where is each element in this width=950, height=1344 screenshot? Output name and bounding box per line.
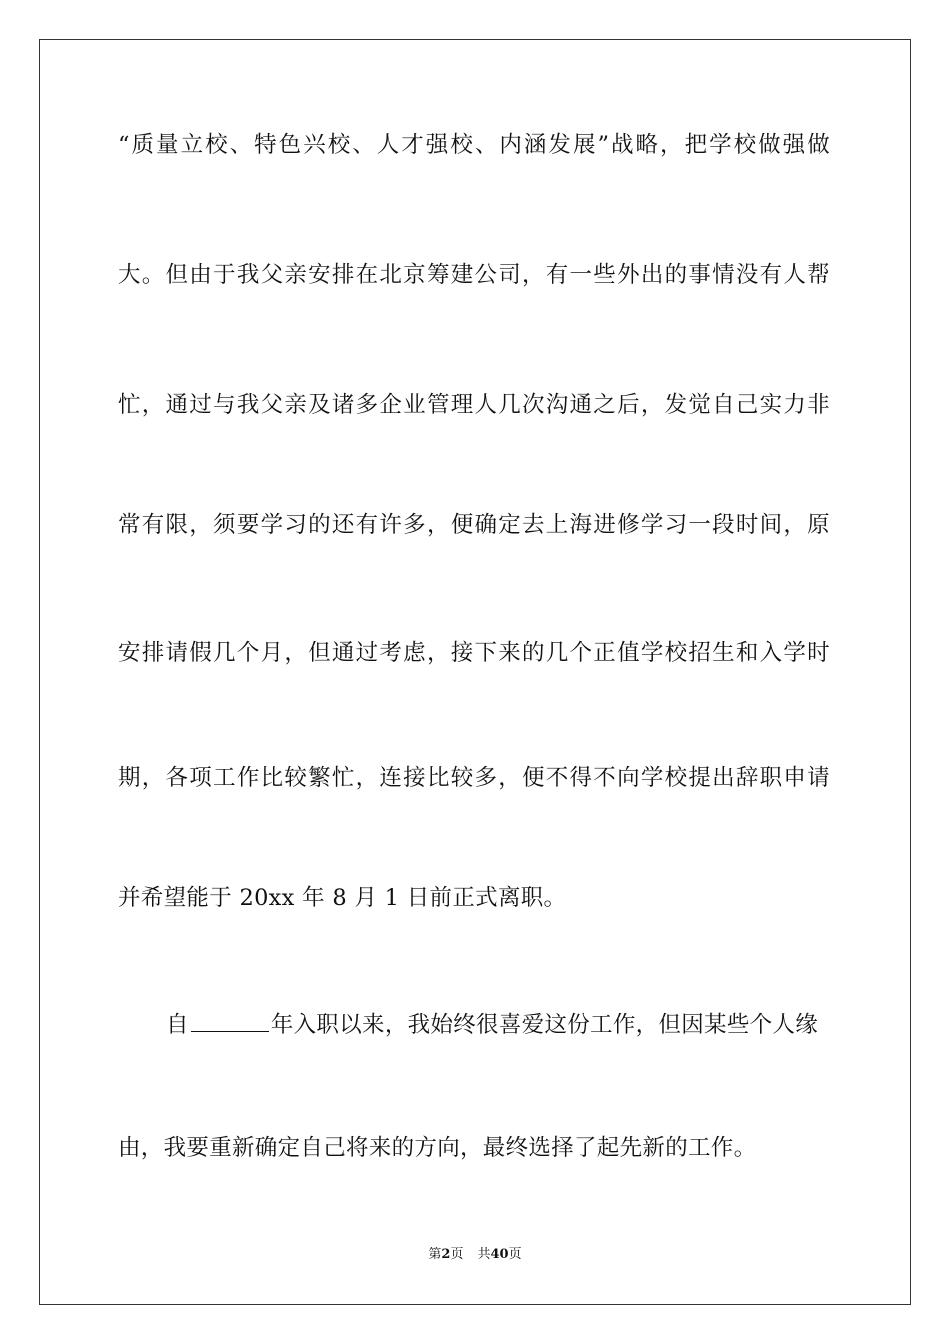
paragraph-2-prefix: 自 — [166, 1012, 189, 1038]
text-line-6: 期，各项工作比较繁忙，连接比较多，便不得不向学校提出辞职申请 — [118, 765, 830, 791]
text-line-1: “质量立校、特色兴校、人才强校、内涵发展”战略，把学校做强做 — [118, 132, 830, 158]
page-border — [39, 39, 911, 1305]
page-number: 2 — [441, 1247, 451, 1262]
blank-fill-line — [191, 1011, 269, 1032]
text-line-2: 大。但由于我父亲安排在北京筹建公司，有一些外出的事情没有人帮 — [118, 262, 830, 288]
paragraph-2-line-1 — [166, 1010, 830, 1040]
text-line-5: 安排请假几个月，但通过考虑，接下来的几个正值学校招生和入学时 — [118, 640, 830, 666]
text-line-7: 并希望能于 20xx 年 8 月 1 日前正式离职。 — [118, 885, 567, 911]
page-label-suffix: 页 — [450, 1247, 464, 1262]
total-label-prefix: 共 — [477, 1247, 491, 1262]
text-line-3: 忙，通过与我父亲及诸多企业管理人几次沟通之后，发觉自己实力非 — [118, 392, 830, 418]
total-label-suffix: 页 — [508, 1247, 522, 1262]
text-line-4: 常有限，须要学习的还有许多，便确定去上海进修学习一段时间，原 — [118, 512, 830, 538]
page-label-prefix: 第 — [428, 1247, 442, 1262]
paragraph-2-suffix: 年入职以来，我始终很喜爱这份工作，但因某些个人缘 — [270, 1012, 819, 1038]
total-pages: 40 — [490, 1247, 509, 1262]
paragraph-2-line-2: 由，我要重新确定自己将来的方向，最终选择了起先新的工作。 — [118, 1135, 757, 1161]
page-footer — [0, 1246, 950, 1264]
